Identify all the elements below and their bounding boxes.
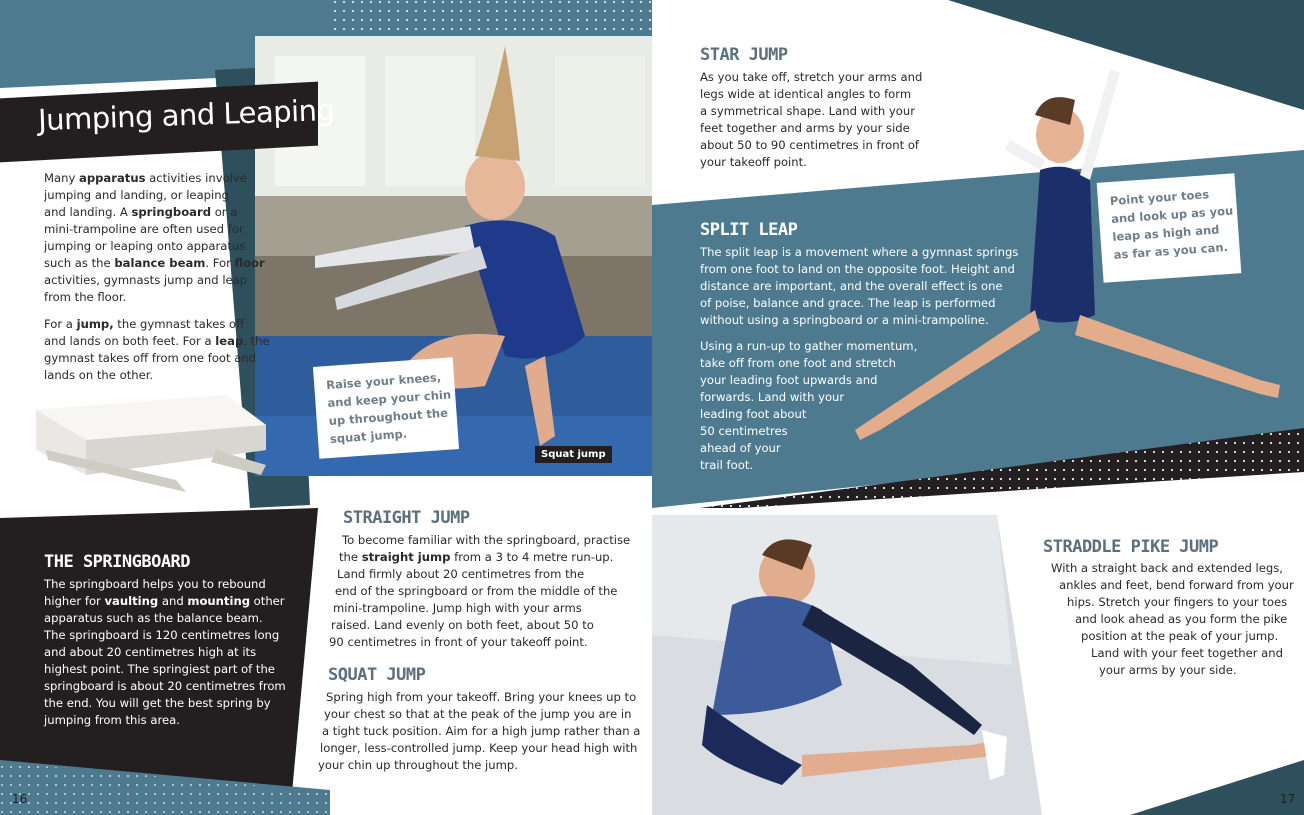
text-line (44, 695, 286, 712)
text-line (700, 440, 917, 457)
text-run: and look ahead as you form the pike (1075, 612, 1288, 626)
text-line (44, 576, 286, 593)
split-leap-text-2 (700, 338, 917, 474)
bold-term: apparatus (79, 171, 146, 185)
text-run: your chest so that at the peak of the jump you are in (324, 707, 632, 721)
text-run: such as the (44, 256, 115, 270)
callout-line: Raise your knees, (325, 370, 442, 393)
text-run: a tight tuck position. Aim for a high jump rather than a (322, 724, 641, 738)
bold-term: straight jump (361, 550, 451, 564)
springboard-heading: THE SPRINGBOARD (44, 552, 191, 572)
bold-term: jump, (76, 317, 114, 331)
text-run: or a (211, 205, 238, 219)
text-run: mini-trampoline. Jump high with your arms (333, 601, 582, 615)
text-line (700, 312, 1018, 329)
text-run: from a 3 to 4 metre run-up. (450, 550, 614, 564)
text-run: your arms by your side. (1099, 663, 1237, 677)
text-run: jumping and landing, or leaping (44, 188, 229, 202)
callout-line: and keep your chin (327, 387, 452, 411)
text-line (44, 610, 286, 627)
text-line (44, 316, 270, 333)
text-line (700, 154, 922, 171)
text-run: the gymnast takes off (113, 317, 245, 331)
text-line (324, 706, 640, 723)
text-line (700, 372, 917, 389)
text-run: mini-trampoline are often used for (44, 222, 244, 236)
text-run: Land with your feet together and (1091, 646, 1283, 660)
text-line (44, 333, 270, 350)
text-line (44, 187, 265, 204)
text-line (700, 406, 917, 423)
text-run: about 50 to 90 centimetres in front of (700, 138, 919, 152)
callout-line: leap as high and (1111, 222, 1220, 244)
callout-line: and look up as you (1110, 203, 1234, 226)
squat-jump-heading: SQUAT JUMP (328, 665, 426, 685)
squat-jump-text (318, 689, 641, 774)
straddle-pike-heading: STRADDLE PIKE JUMP (1043, 537, 1219, 557)
text-run: end of the springboard or from the middle of the (335, 584, 618, 598)
text-run: longer, less-controlled jump. Keep your head high with (320, 741, 638, 755)
text-line (342, 532, 630, 549)
text-run: higher for (44, 594, 105, 608)
text-line (700, 86, 922, 103)
bold-term: vaulting (104, 594, 159, 608)
split-leap-text-1 (700, 244, 1018, 329)
straight-jump-text (329, 532, 631, 651)
text-run: position at the peak of your jump. (1081, 629, 1279, 643)
page-title: Jumping and Leaping (37, 92, 335, 138)
squat-jump-callout (313, 357, 459, 459)
intro-paragraph-1 (44, 170, 265, 306)
text-run: and lands on both feet. For a (44, 334, 216, 348)
star-jump-text (700, 69, 922, 171)
text-line (44, 678, 286, 695)
intro-paragraph-2 (44, 316, 270, 384)
text-run: The springboard is 120 centimetres long (44, 628, 280, 642)
straddle-pike-photo (652, 515, 1042, 815)
straight-jump-heading: STRAIGHT JUMP (343, 508, 470, 528)
text-run: ahead of your (700, 441, 781, 455)
text-line (44, 289, 265, 306)
text-run: without using a springboard or a mini-trampoline. (700, 313, 989, 327)
text-run: As you take off, stretch your arms and (700, 70, 923, 84)
text-run: activities involve (145, 171, 247, 185)
text-line (700, 278, 1018, 295)
text-run: a symmetrical shape. Land with your (700, 104, 915, 118)
bold-term: floor (234, 256, 265, 270)
star-jump-heading: STAR JUMP (700, 45, 788, 65)
text-line (1051, 560, 1294, 577)
text-run: highest point. The springiest part of the (44, 662, 275, 676)
callout-line: as far as you can. (1113, 239, 1229, 262)
text-line (700, 120, 922, 137)
text-line (326, 689, 640, 706)
text-line (44, 350, 270, 367)
text-line (339, 549, 630, 566)
text-line (44, 170, 265, 187)
text-run: your takeoff point. (700, 155, 807, 169)
text-run: your leading foot upwards and (700, 373, 878, 387)
text-run: legs wide at identical angles to form (700, 87, 912, 101)
text-line (700, 355, 917, 372)
text-run: apparatus such as the balance beam. (44, 611, 263, 625)
text-line (44, 712, 286, 729)
text-line (44, 644, 286, 661)
text-line (329, 634, 630, 651)
text-run: your chin up throughout the jump. (318, 758, 518, 772)
text-line (1091, 645, 1294, 662)
text-run: the (339, 550, 362, 564)
text-line (700, 389, 917, 406)
text-run: other (250, 594, 285, 608)
text-line (1075, 611, 1294, 628)
text-line (700, 69, 922, 86)
callout-line: squat jump. (329, 426, 408, 446)
text-line (44, 221, 265, 238)
bold-term: springboard (131, 205, 212, 219)
text-line (44, 593, 286, 610)
text-line (44, 238, 265, 255)
text-run: Many (44, 171, 80, 185)
bold-term: leap (215, 334, 244, 348)
text-line (44, 204, 265, 221)
callout-line: Point your toes (1109, 187, 1210, 209)
text-line (700, 244, 1018, 261)
text-line (337, 566, 630, 583)
text-run: gymnast takes off from one foot and (44, 351, 257, 365)
springboard-text (44, 576, 286, 729)
text-run: jumping from this area. (44, 713, 180, 727)
text-run: . For (205, 256, 235, 270)
text-line (335, 583, 630, 600)
text-run: and (158, 594, 188, 608)
text-run: of poise, balance and grace. The leap is performed (700, 296, 996, 310)
text-run: For a (44, 317, 77, 331)
text-run: To become familiar with the springboard, practise (342, 533, 631, 547)
text-run: take off from one foot and stretch (700, 356, 896, 370)
text-run: feet together and arms by your side (700, 121, 910, 135)
text-run: leading foot about (700, 407, 807, 421)
text-line (700, 103, 922, 120)
bold-term: balance beam (114, 256, 206, 270)
text-run: With a straight back and extended legs, (1051, 561, 1283, 575)
squat-jump-caption: Squat jump (535, 446, 612, 463)
text-run: jumping or leaping onto apparatus (44, 239, 246, 253)
text-line (318, 757, 640, 774)
straddle-pike-text (1043, 560, 1294, 679)
text-line (1067, 594, 1294, 611)
text-line (44, 661, 286, 678)
text-run: from the floor. (44, 290, 127, 304)
split-leap-callout (1097, 173, 1242, 282)
bold-term: mounting (187, 594, 250, 608)
text-line (331, 617, 630, 634)
text-line (700, 261, 1018, 278)
text-run: ankles and feet, bend forward from your (1059, 578, 1294, 592)
text-line (700, 457, 917, 474)
text-line (1059, 577, 1294, 594)
text-run: and about 20 centimetres high at its (44, 645, 257, 659)
text-run: forwards. Land with your (700, 390, 845, 404)
text-run: the end. You will get the best spring by (44, 696, 271, 710)
text-run: The springboard helps you to rebound (44, 577, 266, 591)
text-run: raised. Land evenly on both feet, about 50 to (331, 618, 594, 632)
text-run: 90 centimetres in front of your takeoff point. (329, 635, 588, 649)
text-line (322, 723, 640, 740)
text-line (700, 137, 922, 154)
text-line (1099, 662, 1294, 679)
text-line (44, 367, 270, 384)
text-run: trail foot. (700, 458, 754, 472)
text-line (44, 627, 286, 644)
split-leap-heading: SPLIT LEAP (700, 220, 798, 240)
text-run: Spring high from your takeoff. Bring your knees up to (326, 690, 637, 704)
text-run: and landing. A (44, 205, 132, 219)
text-line (333, 600, 630, 617)
callout-line: up throughout the (328, 405, 449, 429)
springboard-photo (26, 380, 274, 495)
text-run: 50 centimetres (700, 424, 788, 438)
text-run: springboard is about 20 centimetres from (44, 679, 286, 693)
text-line (700, 423, 917, 440)
text-run: distance are important, and the overall effect is one (700, 279, 1003, 293)
text-run: Land firmly about 20 centimetres from the (337, 567, 585, 581)
text-line (44, 255, 265, 272)
page-number-left: 16 (12, 792, 28, 806)
text-run: from one foot to land on the opposite foot. Height and (700, 262, 1015, 276)
text-run: hips. Stretch your fingers to your toes (1067, 595, 1288, 609)
text-line (44, 272, 265, 289)
text-run: , the (243, 334, 270, 348)
page-number-right: 17 (1280, 792, 1296, 806)
text-run: The split leap is a movement where a gymnast springs (700, 245, 1019, 259)
text-run: Using a run-up to gather momentum, (700, 339, 918, 353)
text-line (1081, 628, 1294, 645)
text-line (700, 295, 1018, 312)
text-run: activities, gymnasts jump and leap (44, 273, 248, 287)
text-line (320, 740, 640, 757)
text-line (700, 338, 917, 355)
text-run: lands on the other. (44, 368, 154, 382)
